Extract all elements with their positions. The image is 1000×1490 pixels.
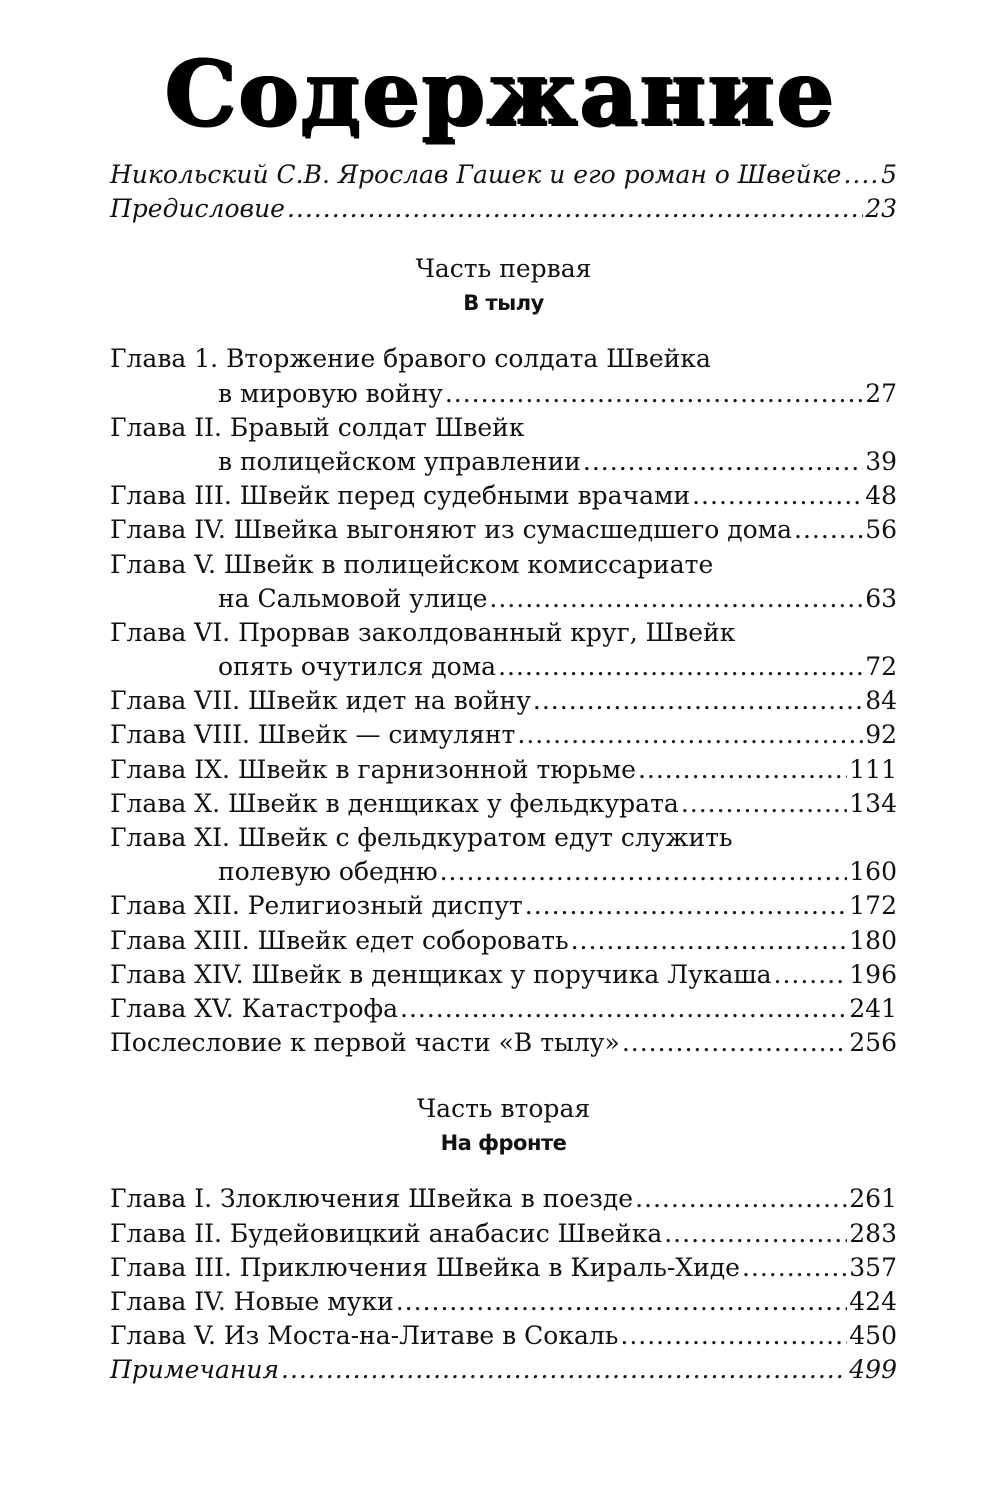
- toc-page-number: 160: [849, 857, 897, 887]
- toc-entry[interactable]: [110, 582, 897, 616]
- dot-leader: [281, 1353, 847, 1387]
- toc-page-number: 196: [849, 959, 897, 989]
- toc-entry[interactable]: [110, 479, 897, 513]
- toc-entry-label: Глава IV. Швейка выгоняют из сумасшедшего дома: [110, 515, 793, 545]
- toc-entry[interactable]: [110, 650, 897, 684]
- toc-entry[interactable]: [110, 445, 897, 479]
- toc-entry-label: Глава IX. Швейк в гарнизонной тюрьме: [110, 754, 636, 784]
- toc-entry-label: Глава X. Швейк в денщиках у фельдкурата: [110, 788, 679, 818]
- dot-leader: [774, 958, 848, 992]
- toc-page-number: 63: [865, 583, 897, 613]
- toc-page-number: 256: [849, 1028, 897, 1058]
- part-heading: Часть первая: [415, 254, 592, 284]
- toc-entry-label: Глава VII. Швейк идет на войну: [110, 686, 531, 716]
- part1-list: [110, 342, 897, 1060]
- toc-entry-label: в полицейском управлении: [218, 446, 581, 476]
- part2-list: [110, 1182, 897, 1353]
- dot-leader: [664, 1217, 847, 1251]
- toc-entry-label: Предисловие: [110, 194, 285, 224]
- toc-entry[interactable]: [110, 889, 897, 923]
- toc-entry-label: Послесловие к первой части «В тылу»: [110, 1028, 620, 1058]
- toc-entry[interactable]: [110, 718, 897, 752]
- toc-page-number: 357: [849, 1252, 897, 1282]
- part-subtitle: В тылу: [463, 291, 544, 316]
- dot-leader: [843, 158, 879, 192]
- dot-leader: [742, 1251, 847, 1285]
- toc-entry[interactable]: [110, 992, 897, 1026]
- toc-page-number: 84: [865, 686, 897, 716]
- toc-page-number: 172: [849, 891, 897, 921]
- dot-leader: [794, 513, 863, 547]
- toc-entry-label: Примечания: [110, 1355, 280, 1385]
- dot-leader: [622, 1026, 847, 1060]
- dot-leader: [445, 377, 863, 411]
- toc-page-number: 134: [849, 788, 897, 818]
- toc-entry[interactable]: [110, 1182, 897, 1216]
- toc-page-number: 39: [865, 446, 897, 476]
- toc-entry-title-line[interactable]: Глава 1. Вторжение бравого солдата Швейка: [110, 344, 711, 374]
- toc-entry-title-line[interactable]: Глава V. Швейк в полицейском комиссариате: [110, 549, 714, 579]
- toc-page-number: 5: [881, 160, 897, 189]
- dot-leader: [498, 650, 863, 684]
- toc-entry[interactable]: [110, 958, 897, 992]
- toc-entry-title-line[interactable]: Глава VI. Прорвав заколдованный круг, Швейк: [110, 617, 736, 647]
- toc-entry[interactable]: [110, 1251, 897, 1285]
- part-subtitle: На фронте: [440, 1131, 567, 1156]
- toc-entry-title-line[interactable]: Глава XI. Швейк с фельдкуратом едут служить: [110, 823, 733, 852]
- dot-leader: [583, 445, 863, 479]
- dot-leader: [400, 992, 847, 1026]
- toc-entry[interactable]: [110, 158, 897, 192]
- dot-leader: [635, 1182, 847, 1216]
- toc-entry[interactable]: [110, 513, 897, 547]
- toc-entry-label: Глава XII. Религиозный диспут: [110, 891, 523, 921]
- toc-page-number: 241: [849, 993, 897, 1023]
- toc-entry-label: на Сальмовой улице: [218, 583, 488, 613]
- toc-entry[interactable]: [110, 192, 897, 226]
- toc-entry[interactable]: [110, 1026, 897, 1060]
- toc-entry[interactable]: [110, 855, 897, 889]
- toc-entry-label: Глава V. Из Моста-на-Литаве в Сокаль: [110, 1321, 619, 1351]
- toc-page-number: 23: [865, 194, 897, 224]
- dot-leader: [287, 192, 863, 226]
- toc-page-number: 499: [849, 1355, 897, 1385]
- toc-entry-label: Глава III. Приключения Швейка в Кираль-Хиде: [110, 1252, 740, 1282]
- dot-leader: [681, 787, 847, 821]
- toc-entry[interactable]: [110, 377, 897, 411]
- toc-entry-label: Глава XIV. Швейк в денщиках у поручика Лукаша: [110, 959, 772, 989]
- table-of-contents: [110, 158, 897, 1387]
- toc-entry-title-line[interactable]: Глава II. Бравый солдат Швейк: [110, 412, 525, 442]
- page-title: Содержание: [164, 40, 836, 146]
- dot-leader: [692, 479, 863, 513]
- toc-entry-label: Глава III. Швейк перед судебными врачами: [110, 481, 691, 511]
- toc-page-number: 424: [849, 1286, 897, 1316]
- toc-page-number: 72: [865, 652, 897, 682]
- toc-entry[interactable]: [110, 1217, 897, 1251]
- dot-leader: [571, 924, 848, 958]
- toc-entry[interactable]: [110, 1353, 897, 1387]
- dot-leader: [489, 582, 863, 616]
- toc-entry[interactable]: [110, 787, 897, 821]
- toc-page-number: 450: [849, 1321, 897, 1351]
- part-heading: Часть вторая: [416, 1094, 591, 1124]
- toc-entry[interactable]: [110, 1285, 897, 1319]
- dot-leader: [638, 753, 847, 787]
- toc-entry-label: Глава XIII. Швейк едет соборовать: [110, 925, 569, 955]
- toc-entry-label: Глава XV. Катастрофа: [110, 993, 398, 1023]
- toc-page-number: 261: [849, 1184, 897, 1214]
- dot-leader: [440, 855, 848, 889]
- dot-leader: [396, 1285, 848, 1319]
- toc-page-number: 180: [849, 925, 897, 955]
- toc-page-number: 48: [865, 481, 897, 511]
- toc-page-number: 56: [865, 515, 897, 545]
- dot-leader: [620, 1319, 847, 1353]
- dot-leader: [517, 718, 863, 752]
- toc-page-number: 27: [865, 378, 897, 408]
- toc-entry-label: полевую обедню: [218, 857, 438, 887]
- toc-page-number: 92: [865, 720, 897, 750]
- dot-leader: [525, 889, 848, 923]
- toc-entry[interactable]: [110, 684, 897, 718]
- toc-page-number: 283: [849, 1218, 897, 1248]
- toc-entry-label: опять очутился дома: [218, 652, 497, 682]
- toc-entry-label: Глава VIII. Швейк — симулянт: [110, 720, 516, 750]
- dot-leader: [533, 684, 863, 718]
- toc-entry[interactable]: [110, 753, 897, 787]
- toc-entry-label: Глава I. Злоключения Швейка в поезде: [110, 1184, 634, 1214]
- toc-entry-label: Глава IV. Новые муки: [110, 1286, 394, 1316]
- toc-entry[interactable]: [110, 1319, 897, 1353]
- toc-entry-label: в мировую войну: [218, 378, 443, 408]
- toc-entry-label: Никольский С.В. Ярослав Гашек и его роман о Швейке: [110, 160, 842, 189]
- toc-entry-label: Глава II. Будейовицкий анабасис Швейка: [110, 1218, 663, 1248]
- toc-page-number: 111: [849, 754, 897, 784]
- toc-entry[interactable]: [110, 924, 897, 958]
